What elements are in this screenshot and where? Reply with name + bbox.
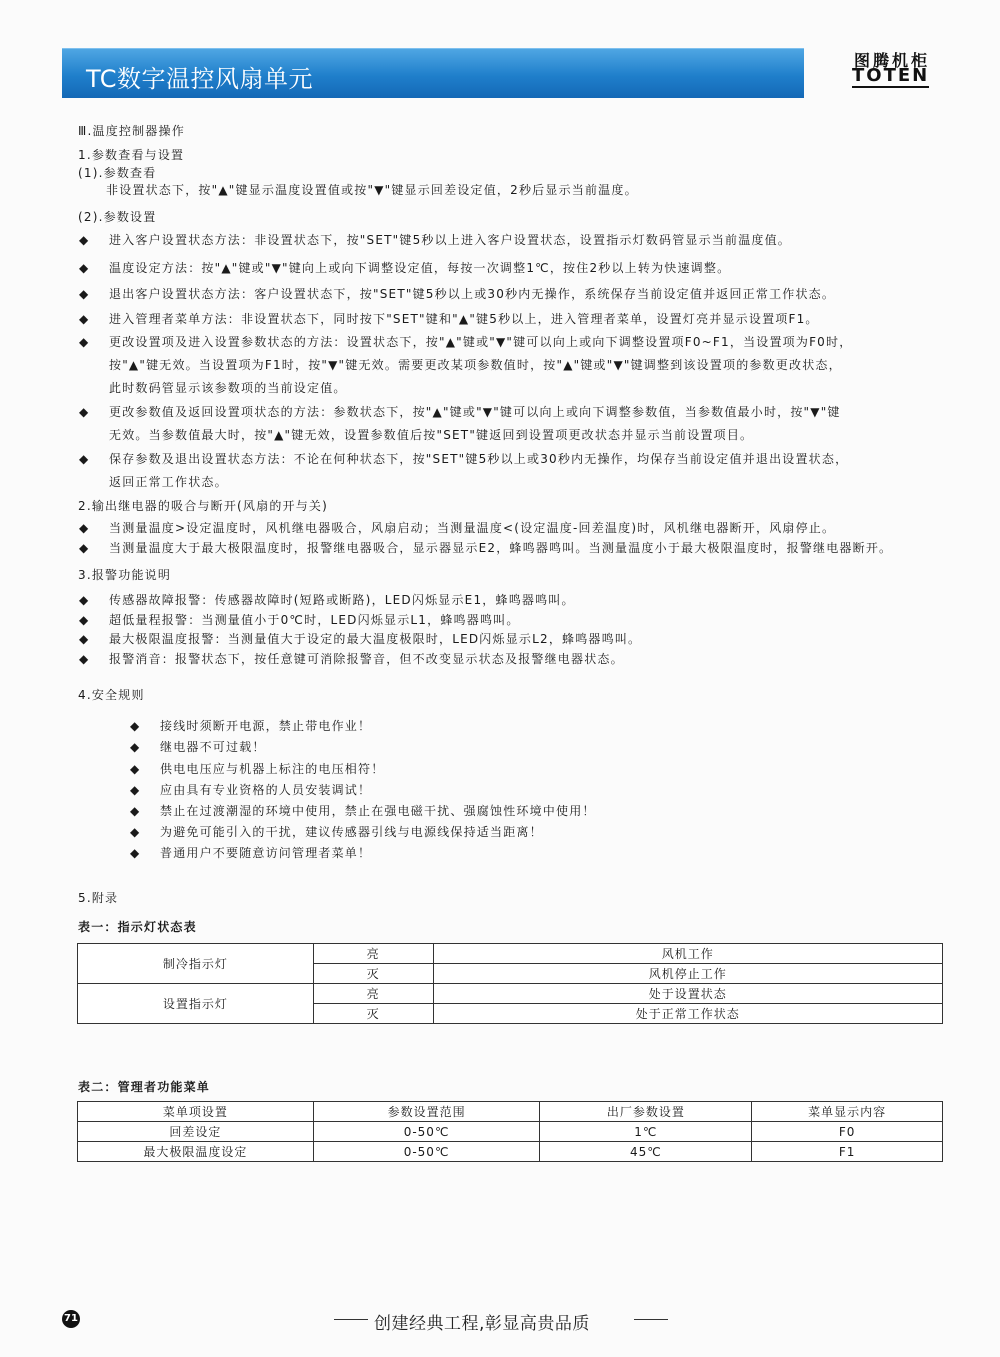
table-header-cell: 菜单显示内容 (752, 1102, 943, 1122)
diamond-bullet-icon: ◆ (79, 632, 89, 646)
table-cell: 亮 (313, 984, 433, 1004)
header-banner (62, 48, 804, 98)
diamond-bullet-icon: ◆ (79, 593, 89, 607)
list-item: 最大极限温度报警：当测量值大于设定的最大温度极限时，LED闪烁显示L2，蜂鸣器鸣叫。 (109, 632, 642, 646)
list-item: 供电电压应与机器上标注的电压相符！ (160, 762, 385, 776)
list-item: 进入客户设置状态方法：非设置状态下，按"SET"键5秒以上进入客户设置状态，设置指示灯数码管显示当前温度值。 (109, 233, 792, 247)
table-header-cell: 出厂参数设置 (540, 1102, 752, 1122)
subsection-heading: 1.参数查看与设置 (78, 148, 185, 162)
subsection-heading: (2).参数设置 (78, 210, 157, 224)
table-cell: 45℃ (540, 1142, 752, 1162)
list-item: 退出客户设置状态方法：客户设置状态下，按"SET"键5秒以上或30秒内无操作，系统保存当前设定值并返回正常工作状态。 (109, 287, 836, 301)
list-item-continued: 无效。当参数值最大时，按"▲"键无效，设置参数值后按"SET"键返回到设置项更改状态并显示当前设置项目。 (109, 428, 754, 442)
list-item: 更改设置项及进入设置参数状态的方法：设置状态下，按"▲"键或"▼"键可以向上或向下调整设置项F0~F1，当设置项为F0时， (109, 335, 853, 349)
footer-divider-left (334, 1319, 368, 1320)
list-item: 传感器故障报警：传感器故障时(短路或断路)，LED闪烁显示E1，蜂鸣器鸣叫。 (109, 593, 575, 607)
diamond-bullet-icon: ◆ (79, 261, 89, 275)
list-item: 当测量温度大于最大极限温度时，报警继电器吸合，显示器显示E2，蜂鸣器鸣叫。当测量温度小于最大极限温度时，报警继电器断开。 (109, 541, 893, 555)
list-item-continued: 返回正常工作状态。 (109, 475, 228, 489)
diamond-bullet-icon: ◆ (79, 405, 89, 419)
list-item: 接线时须断开电源，禁止带电作业！ (160, 719, 372, 733)
table-cell: 0-50℃ (313, 1122, 540, 1142)
subsection-heading: 4.安全规则 (78, 688, 145, 702)
page-title: TC数字温控风扇单元 (86, 65, 314, 93)
list-item: 更改参数值及返回设置项状态的方法：参数状态下，按"▲"键或"▼"键可以向上或向下调整参数值，当参数值最小时，按"▼"键 (109, 405, 841, 419)
table-cell: F1 (752, 1142, 943, 1162)
logo-english-text: TOTEN (852, 65, 930, 86)
table-cell: F0 (752, 1122, 943, 1142)
subsection-heading: 2.输出继电器的吸合与断开(风扇的开与关) (78, 499, 329, 513)
list-item: 为避免可能引入的干扰，建议传感器引线与电源线保持适当距离！ (160, 825, 543, 839)
subsection-heading: 3.报警功能说明 (78, 568, 172, 582)
list-item: 报警消音：报警状态下，按任意键可消除报警音，但不改变显示状态及报警继电器状态。 (109, 652, 624, 666)
list-item: 继电器不可过载！ (160, 740, 266, 754)
diamond-bullet-icon: ◆ (130, 740, 140, 754)
list-item-continued: 按"▲"键无效。当设置项为F1时，按"▼"键无效。需要更改某项参数值时，按"▲"键或"▼"键调整到该设置项的参数更改状态， (109, 358, 842, 372)
table-cell: 回差设定 (78, 1122, 314, 1142)
subsection-heading: 5.附录 (78, 891, 119, 905)
table-cell: 亮 (313, 944, 433, 964)
diamond-bullet-icon: ◆ (79, 335, 89, 349)
indicator-status-table (77, 943, 943, 1024)
table-cell: 1℃ (540, 1122, 752, 1142)
list-item: 保存参数及退出设置状态方法：不论在何种状态下，按"SET"键5秒以上或30秒内无操作，均保存当前设定值并退出设置状态， (109, 452, 849, 466)
list-item-continued: 此时数码管显示该参数项的当前设定值。 (109, 381, 347, 395)
list-item: 超低量程报警：当测量值小于0℃时，LED闪烁显示L1，蜂鸣器鸣叫。 (109, 613, 520, 627)
table-row (78, 1142, 943, 1162)
table-cell: 风机停止工作 (433, 964, 942, 984)
admin-menu-table (77, 1101, 943, 1162)
section-heading: Ⅲ.温度控制器操作 (78, 124, 185, 138)
table-cell: 最大极限温度设定 (78, 1142, 314, 1162)
diamond-bullet-icon: ◆ (79, 521, 89, 535)
list-item: 当测量温度>设定温度时，风机继电器吸合，风扇启动；当测量温度<(设定温度-回差温度)时，风机继电器断开，风扇停止。 (109, 521, 836, 535)
list-item: 禁止在过渡潮湿的环境中使用，禁止在强电磁干扰、强腐蚀性环境中使用！ (160, 804, 596, 818)
list-item: 普通用户不要随意访问管理者菜单！ (160, 846, 372, 860)
table-cell: 处于设置状态 (433, 984, 942, 1004)
diamond-bullet-icon: ◆ (79, 652, 89, 666)
brand-logo (852, 48, 944, 90)
list-item: 进入管理者菜单方法：非设置状态下，同时按下"SET"键和"▲"键5秒以上，进入管理者菜单，设置灯亮并显示设置项F1。 (109, 312, 819, 326)
table-row (78, 944, 943, 964)
list-item: 温度设定方法：按"▲"键或"▼"键向上或向下调整设定值，每按一次调整1℃，按住2秒以上转为快速调整。 (109, 261, 731, 275)
diamond-bullet-icon: ◆ (130, 783, 140, 797)
subsection-heading: (1).参数查看 (78, 166, 157, 180)
table-cell: 设置指示灯 (78, 984, 314, 1024)
table-cell: 灭 (313, 1004, 433, 1024)
paragraph: 非设置状态下，按"▲"键显示温度设置值或按"▼"键显示回差设定值，2秒后显示当前温度。 (106, 183, 638, 197)
table-cell: 0-50℃ (313, 1142, 540, 1162)
diamond-bullet-icon: ◆ (79, 233, 89, 247)
footer-divider-right (634, 1319, 668, 1320)
page-number-badge: 71 (62, 1310, 80, 1328)
list-item: 应由具有专业资格的人员安装调试！ (160, 783, 372, 797)
diamond-bullet-icon: ◆ (79, 452, 89, 466)
table-title: 表一：指示灯状态表 (78, 920, 197, 934)
logo-chinese-text: 图腾机柜 (854, 51, 931, 70)
diamond-bullet-icon: ◆ (79, 541, 89, 555)
table-cell: 处于正常工作状态 (433, 1004, 942, 1024)
diamond-bullet-icon: ◆ (79, 312, 89, 326)
table-title: 表二：管理者功能菜单 (78, 1080, 211, 1094)
table-cell: 灭 (313, 964, 433, 984)
diamond-bullet-icon: ◆ (130, 825, 140, 839)
diamond-bullet-icon: ◆ (79, 613, 89, 627)
table-row (78, 1122, 943, 1142)
table-cell: 风机工作 (433, 944, 942, 964)
table-header-cell: 菜单项设置 (78, 1102, 314, 1122)
diamond-bullet-icon: ◆ (130, 846, 140, 860)
table-cell: 制冷指示灯 (78, 944, 314, 984)
table-header-row (78, 1102, 943, 1122)
diamond-bullet-icon: ◆ (79, 287, 89, 301)
table-row (78, 984, 943, 1004)
diamond-bullet-icon: ◆ (130, 762, 140, 776)
diamond-bullet-icon: ◆ (130, 804, 140, 818)
table-header-cell: 参数设置范围 (313, 1102, 540, 1122)
diamond-bullet-icon: ◆ (130, 719, 140, 733)
footer-slogan: 创建经典工程,彰显高贵品质 (374, 1314, 590, 1334)
